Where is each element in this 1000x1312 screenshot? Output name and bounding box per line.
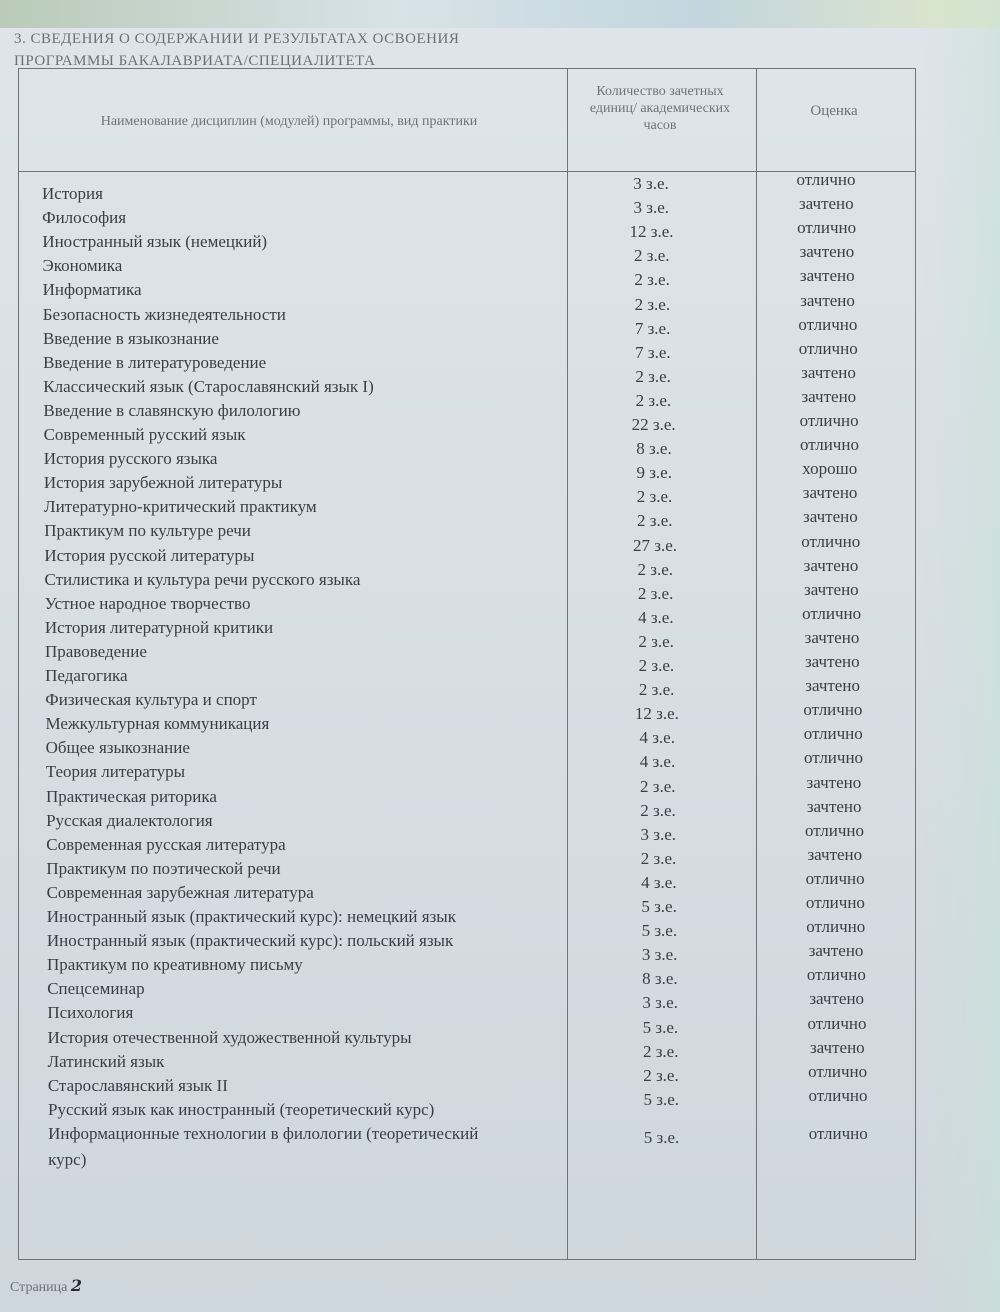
credit-units: 2 з.е. [638,631,674,651]
grade: зачтено [808,941,864,961]
grade: зачтено [805,676,860,696]
discipline-name: Введение в языкознание [42,328,219,348]
discipline-name: История отечественной художественной культуры [47,1027,412,1047]
credit-units: 2 з.е. [635,390,672,410]
discipline-name-continued: курс) [48,1149,87,1169]
grade: отлично [803,700,863,720]
discipline-name: История [42,184,103,203]
grade: отлично [802,603,862,623]
grade: зачтено [804,652,860,671]
credit-units: 2 з.е. [640,800,676,820]
grade: зачтено [801,386,857,406]
header-grade: Оценка [810,103,858,119]
top-decorative-strip [0,0,1000,28]
grade: зачтено [800,290,855,310]
discipline-name: История зарубежной литературы [43,473,283,493]
credit-units: 3 з.е. [641,945,678,965]
grade: зачтено [809,1037,865,1057]
grade: зачтено [806,796,862,816]
grade: зачтено [803,579,859,599]
grade: зачтено [799,266,855,286]
grade: зачтено [807,844,863,864]
discipline-name: Русская диалектология [46,810,213,830]
discipline-name: Безопасность жизнедеятельности [42,304,286,324]
grade: отлично [805,868,865,888]
credit-units: 2 з.е. [642,1041,679,1061]
discipline-name: Литературно-критический практикум [44,497,317,517]
discipline-name: Экономика [42,256,123,276]
discipline-name: Иностранный язык (немецкий) [42,232,268,252]
credit-units: 9 з.е. [636,463,672,483]
grade: зачтено [804,627,860,647]
credit-units: 2 з.е. [637,559,674,579]
discipline-name: Правоведение [44,641,147,661]
credit-units: 2 з.е. [634,270,670,290]
page-number: 2 [70,1276,82,1295]
discipline-name: Старославянский язык II [47,1075,228,1095]
credit-units: 7 з.е. [635,342,671,362]
discipline-name: История русского языка [43,449,218,469]
grade: отлично [804,820,864,840]
grade: отлично [798,338,858,358]
credit-units: 2 з.е. [637,511,673,531]
discipline-name: Стилистика и культура речи русского языка [44,569,361,589]
grade: зачтено [798,194,854,214]
credit-units: 5 з.е. [643,1089,679,1109]
discipline-name: Теория литературы [45,762,186,782]
grade: отлично [808,1085,868,1105]
section-heading [14,28,614,72]
credit-units: 3 з.е. [642,993,678,1013]
discipline-name: Практикум по креативному письму [47,955,303,975]
grade: отлично [796,170,856,189]
credit-units: 2 з.е. [638,680,675,700]
column-divider-2 [756,69,757,1259]
discipline-name: Современный русский язык [43,425,246,444]
discipline-name: Философия [42,208,127,228]
credit-units: 8 з.е. [636,439,672,459]
discipline-name: Введение в литературоведение [43,352,267,372]
grade: зачтено [803,507,858,527]
page-footer [10,1276,82,1296]
credit-units: 5 з.е. [643,1127,680,1147]
credit-units: 27 з.е. [633,535,678,555]
section-title-line1: 3. СВЕДЕНИЯ О СОДЕРЖАНИИ И РЕЗУЛЬТАТАХ ОСВОЕНИЯ [14,31,460,47]
discipline-name: Устное народное творчество [44,593,251,613]
credit-units: 5 з.е. [642,1017,679,1037]
credit-units: 4 з.е. [639,752,676,772]
credit-units: 4 з.е. [641,872,677,892]
grade: отлично [808,1123,868,1143]
grade: отлично [799,435,859,455]
right-decorative-edge [920,0,1000,1312]
credit-units: 2 з.е. [634,246,670,266]
section-title-line2: ПРОГРАММЫ БАКАЛАВРИАТА/СПЕЦИАЛИТЕТА [14,53,376,69]
grade: зачтено [809,989,865,1009]
discipline-name: Информатика [42,280,142,300]
discipline-name: Педагогика [45,666,128,685]
discipline-name: Практикум по поэтической речи [46,858,281,878]
discipline-name: Общее языкознание [45,738,190,758]
header-credit-units: Количество зачетных единиц/ академических часов [589,84,731,133]
discipline-name: Информационные технологии в филологии (теоретический [48,1123,479,1143]
grade: зачтено [806,772,862,792]
credit-units: 3 з.е. [633,174,669,193]
credit-units: 2 з.е. [636,487,673,507]
discipline-name: Русский язык как иностранный (теоретический курс) [47,1099,435,1119]
credit-units: 2 з.е. [640,848,677,868]
grade: отлично [804,748,864,768]
grade: зачтено [803,555,859,575]
grade: отлично [805,893,865,912]
discipline-name: Введение в славянскую филологию [43,400,301,420]
discipline-name: Практикум по культуре речи [44,521,251,541]
column-divider-1 [567,69,568,1259]
discipline-name: Современная зарубежная литература [46,882,314,902]
credit-units: 2 з.е. [637,583,674,603]
credit-units: 2 з.е. [638,656,675,675]
credit-units: 5 з.е. [641,897,677,916]
credit-units: 8 з.е. [642,969,678,989]
discipline-name: Физическая культура и спорт [45,690,257,710]
grade: зачтено [799,242,855,262]
grade: хорошо [802,459,858,479]
credit-units: 4 з.е. [639,728,675,748]
grade: зачтено [801,362,856,382]
credit-units: 22 з.е. [631,415,676,434]
header-discipline-name: Наименование дисциплин (модулей) программы, вид практики [100,114,478,129]
discipline-name: Практическая риторика [45,786,217,806]
discipline-name: Межкультурная коммуникация [45,714,270,734]
grade: отлично [799,411,859,430]
discipline-name: Психология [47,1003,134,1023]
credit-units: 5 з.е. [641,921,678,941]
discipline-name: Иностранный язык (практический курс): немецкий язык [46,907,456,926]
table-header-row [19,69,915,172]
discipline-name: История литературной критики [44,617,274,637]
credit-units: 3 з.е. [640,824,677,844]
credit-units: 12 з.е. [629,222,674,242]
grade: отлично [797,218,857,238]
credit-units: 2 з.е. [635,366,671,386]
credit-units: 12 з.е. [634,704,679,724]
grade: отлично [806,965,866,985]
credit-units: 4 з.е. [638,607,674,627]
discipline-name: История русской литературы [44,545,255,565]
credit-units: 2 з.е. [643,1065,679,1085]
credit-units: 3 з.е. [633,198,670,218]
discipline-name: Латинский язык [47,1051,165,1071]
grade: отлично [801,531,861,551]
credit-units: 7 з.е. [634,318,671,338]
grade: отлично [807,1013,867,1033]
discipline-name: Спецсеминар [47,979,145,999]
credit-units: 2 з.е. [639,776,676,796]
grade: зачтено [802,483,858,503]
grade: отлично [803,724,863,744]
page-label: Страница [10,1280,68,1295]
grade: отлично [798,314,858,334]
grade: отлично [808,1061,868,1081]
discipline-name: Иностранный язык (практический курс): польский язык [46,931,454,951]
discipline-name: Классический язык (Старославянский язык I) [43,376,374,396]
grade: отлично [806,917,866,937]
discipline-name: Современная русская литература [46,834,286,854]
credit-units: 2 з.е. [634,294,671,314]
